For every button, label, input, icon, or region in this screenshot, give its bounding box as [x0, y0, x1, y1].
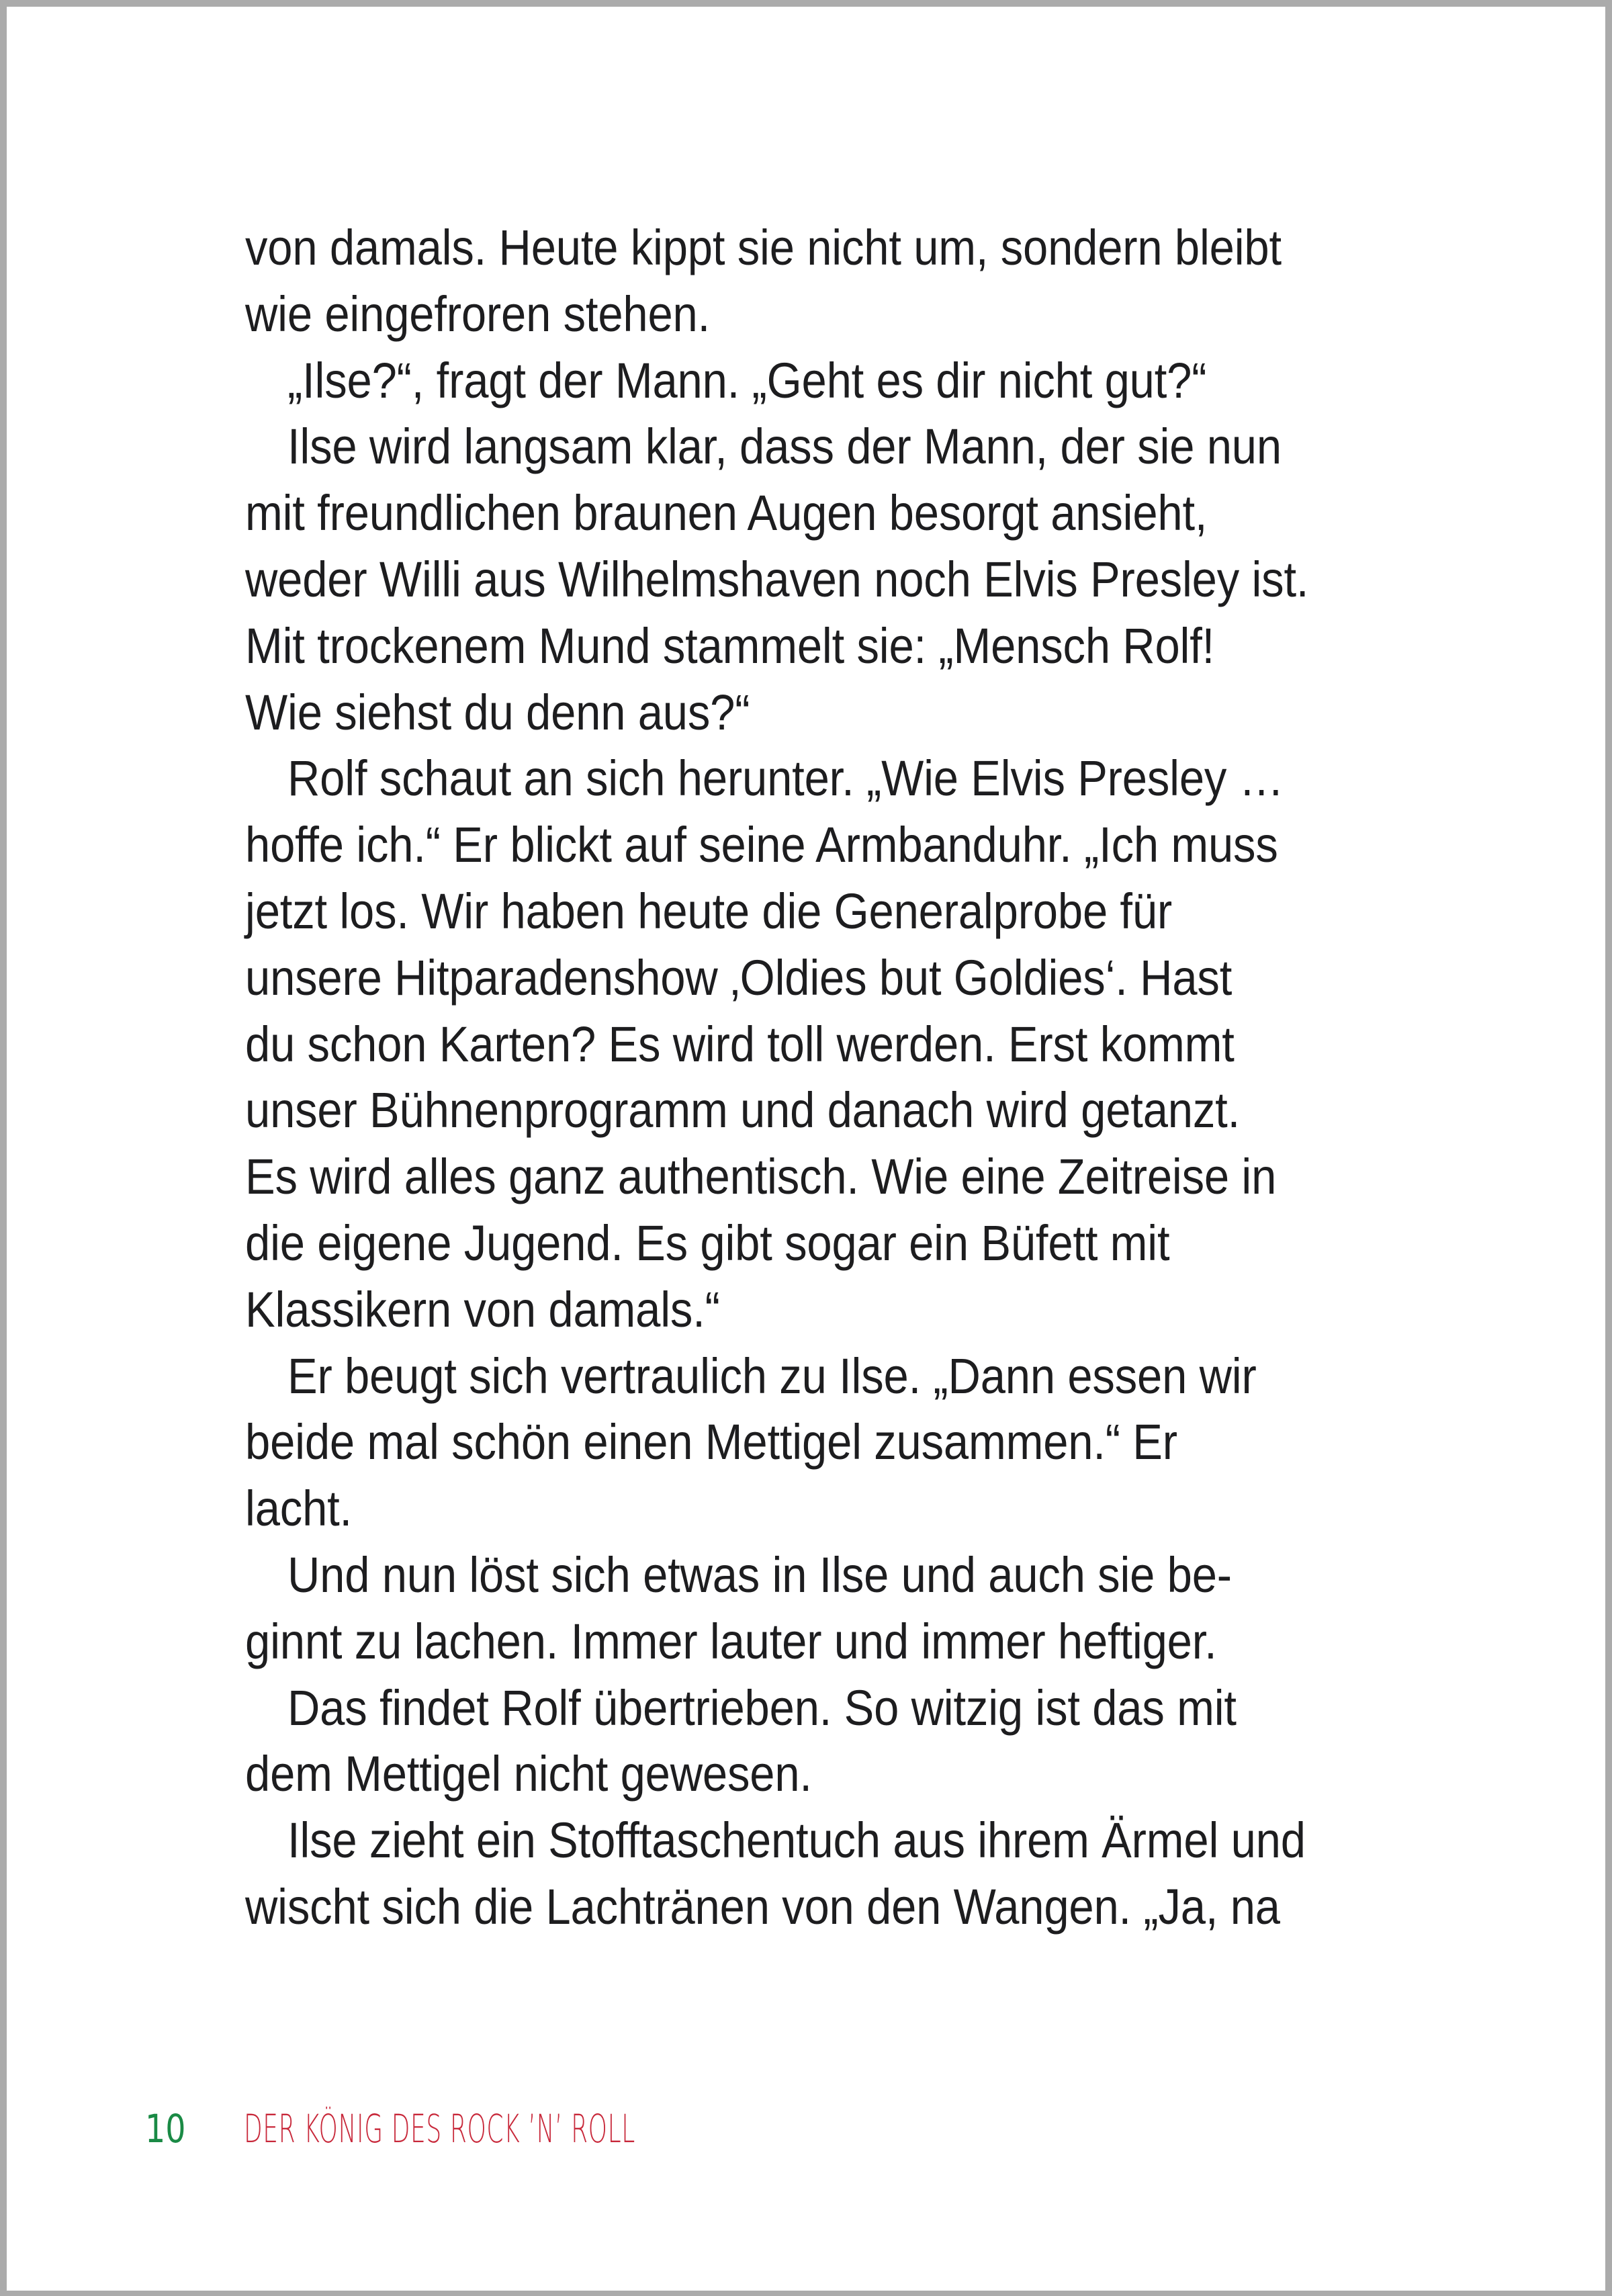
text-line: dem Mettigel nicht gewesen.: [245, 1746, 812, 1802]
text-line: Ilse wird langsam klar, dass der Mann, der sie nun: [287, 418, 1282, 475]
running-title: DER KÖNIG DES ROCK ’N’ ROLL: [244, 2106, 635, 2152]
text-line: beide mal schön einen Mettigel zusammen.“ Er: [245, 1414, 1177, 1470]
text-line: wie eingefroren stehen.: [245, 285, 711, 342]
text-line: Das findet Rolf übertrieben. So witzig ist das mit: [287, 1679, 1237, 1736]
text-line: Klassikern von damals.“: [245, 1281, 720, 1337]
text-line: die eigene Jugend. Es gibt sogar ein Büfett mit: [245, 1215, 1170, 1271]
text-line: jetzt los. Wir haben heute die Generalprobe für: [245, 883, 1173, 939]
book-page: [7, 7, 1605, 2291]
text-line: du schon Karten? Es wird toll werden. Erst kommt: [245, 1016, 1235, 1072]
text-line: unsere Hitparadenshow ‚Oldies but Goldies‘. Hast: [245, 949, 1233, 1006]
text-line: unser Bühnenprogramm und danach wird getanzt.: [245, 1082, 1240, 1139]
text-line: „Ilse?“, fragt der Mann. „Geht es dir nicht gut?“: [287, 352, 1207, 408]
text-line: weder Willi aus Wilhelmshaven noch Elvis Presley ist.: [245, 551, 1309, 607]
text-line: Es wird alles ganz authentisch. Wie eine Zeitreise in: [245, 1149, 1277, 1205]
text-line: mit freundlichen braunen Augen besorgt ansieht,: [245, 485, 1208, 541]
text-line: Rolf schaut an sich herunter. „Wie Elvis Presley …: [287, 750, 1284, 807]
text-line: Wie siehst du denn aus?“: [245, 684, 750, 740]
text-line: hoffe ich.“ Er blickt auf seine Armbanduhr. „Ich muss: [245, 817, 1278, 873]
text-line: von damals. Heute kippt sie nicht um, sondern bleibt: [245, 220, 1282, 275]
text-line: Mit trockenem Mund stammelt sie: „Mensch Rolf!: [245, 617, 1215, 674]
text-line: Und nun löst sich etwas in Ilse und auch sie be-: [287, 1547, 1232, 1603]
text-line: wischt sich die Lachtränen von den Wangen. „Ja, na: [245, 1879, 1280, 1935]
text-line: ginnt zu lachen. Immer lauter und immer heftiger.: [245, 1613, 1217, 1669]
page-number: 10: [145, 2106, 186, 2152]
text-line: Er beugt sich vertraulich zu Ilse. „Dann essen wir: [287, 1348, 1257, 1404]
text-line: lacht.: [245, 1481, 352, 1537]
text-line: Ilse zieht ein Stofftaschentuch aus ihrem Ärmel und: [287, 1812, 1306, 1869]
